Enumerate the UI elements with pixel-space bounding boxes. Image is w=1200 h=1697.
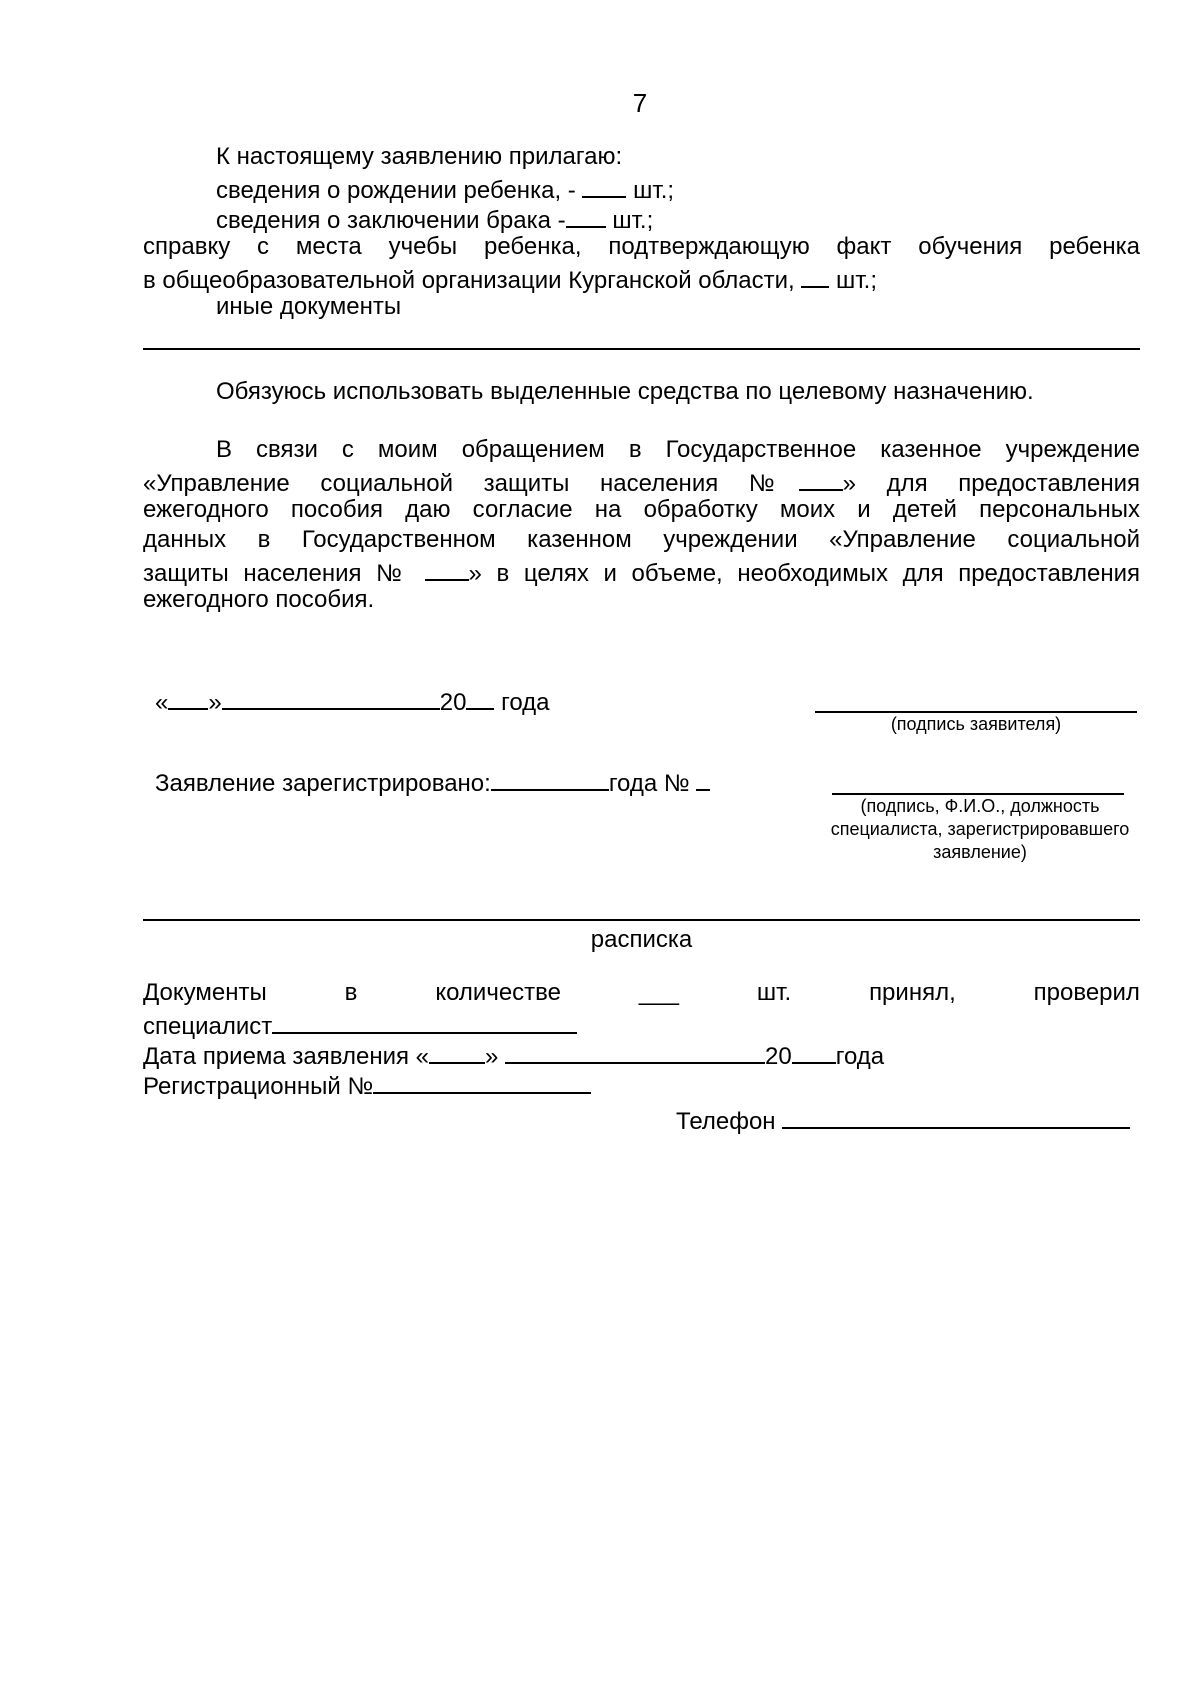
receipt-year-suffix: года (835, 1043, 885, 1070)
registrar-caption-line1: (подпись, Ф.И.О., должность (860, 796, 1100, 816)
attachment-marriage-suffix: шт.; (605, 207, 654, 234)
receipt-title: расписка (590, 926, 693, 953)
other-docs-line (143, 348, 1140, 350)
attachment-birth-info (216, 172, 674, 206)
receipt-date-close: » (485, 1043, 506, 1070)
receipt-day-blank (429, 1038, 485, 1064)
attachment-birth-label: сведения о рождении ребенка, - (216, 177, 583, 204)
attachment-school-line1: справку с места учебы ребенка, подтверждающую факт обучения ребенка (143, 233, 1140, 260)
consent-line3: ежегодного пособия даю согласие на обработку моих и детей персональных (143, 496, 1140, 523)
consent-line1: В связи с моим обращением в Государственное казенное учреждение (216, 436, 1140, 463)
attachment-marriage-label: сведения о заключении брака - (216, 207, 566, 234)
year-blank (466, 684, 494, 710)
receipt-word-accepted: принял, (869, 979, 956, 1006)
receipt-word-quantity: количестве (435, 979, 561, 1006)
receipt-phone-line (676, 1103, 1130, 1137)
consent-line4: данных в Государственном казенном учреждении «Управление социальной (143, 526, 1140, 553)
month-blank (222, 684, 440, 710)
date-close-quote: » (208, 689, 222, 716)
consent-line2-start: «Управление социальной защиты населения № (143, 470, 843, 497)
receipt-specialist-label: специалист (143, 1013, 273, 1040)
date-open-quote: « (155, 689, 169, 716)
registration-date-blank (491, 765, 609, 791)
regnum-blank (373, 1068, 591, 1094)
marriage-count-blank (566, 202, 606, 228)
specialist-name-blank (272, 1008, 577, 1034)
year-suffix: года (494, 689, 550, 716)
receipt-specialist-line (143, 1008, 577, 1042)
attachment-school-line2 (143, 262, 877, 296)
uszn-number-blank-2 (425, 555, 469, 581)
page-number: 7 (632, 88, 648, 118)
attachment-school-suffix: шт.; (829, 267, 877, 294)
receipt-word-checked: проверил (1033, 979, 1140, 1006)
receipt-quantity-blank: ___ (638, 979, 679, 1006)
receipt-separator (143, 919, 1140, 921)
applicant-signature-caption: (подпись заявителя) (890, 714, 1062, 734)
attachment-birth-suffix: шт.; (626, 177, 675, 204)
consent-line6: ежегодного пособия. (143, 586, 375, 613)
application-date (155, 684, 550, 718)
registrar-caption-line3: заявление) (933, 842, 1027, 862)
receipt-word-documents: Документы (143, 979, 267, 1006)
consent-line5-start: защиты населения № (143, 560, 469, 587)
consent-line2-end: » для предоставления (842, 470, 1140, 497)
registration-line (155, 765, 710, 799)
year-prefix: 20 (439, 689, 467, 716)
receipt-year-prefix: 20 (765, 1043, 792, 1070)
attachment-marriage-info (216, 202, 653, 236)
registrar-caption-line2: специалиста, зарегистрировавшего (830, 819, 1130, 839)
day-blank (168, 684, 208, 710)
receipt-word-in: в (344, 979, 358, 1006)
consent-line5 (143, 555, 1140, 589)
obligation-text: Обязуюсь использовать выделенные средства по целевому назначению. (216, 378, 1034, 405)
receipt-word-pcs: шт. (756, 979, 792, 1006)
receipt-month-blank (505, 1038, 765, 1064)
birth-count-blank (582, 172, 626, 198)
receipt-year-blank (792, 1038, 836, 1064)
receipt-regnum-label: Регистрационный № (143, 1073, 374, 1100)
registration-year-label: года № (608, 770, 697, 797)
phone-blank (782, 1103, 1130, 1129)
registration-label: Заявление зарегистрировано: (155, 770, 491, 797)
consent-line2 (143, 465, 1140, 499)
attachment-school-label: в общеобразовательной организации Курганской области, (143, 267, 802, 294)
receipt-documents-row (143, 978, 1140, 1008)
receipt-date-line (143, 1038, 884, 1072)
receipt-regnum-line (143, 1068, 591, 1102)
uszn-number-blank-1 (799, 465, 843, 491)
receipt-date-label: Дата приема заявления « (143, 1043, 429, 1070)
attachments-intro: К настоящему заявлению прилагаю: (216, 143, 623, 170)
school-count-blank (801, 262, 829, 288)
attachment-other-docs: иные документы (216, 293, 402, 320)
registration-number-blank (696, 765, 710, 791)
receipt-phone-label: Телефон (676, 1108, 783, 1135)
consent-line5-end: » в целях и объеме, необходимых для предоставления (468, 560, 1140, 587)
